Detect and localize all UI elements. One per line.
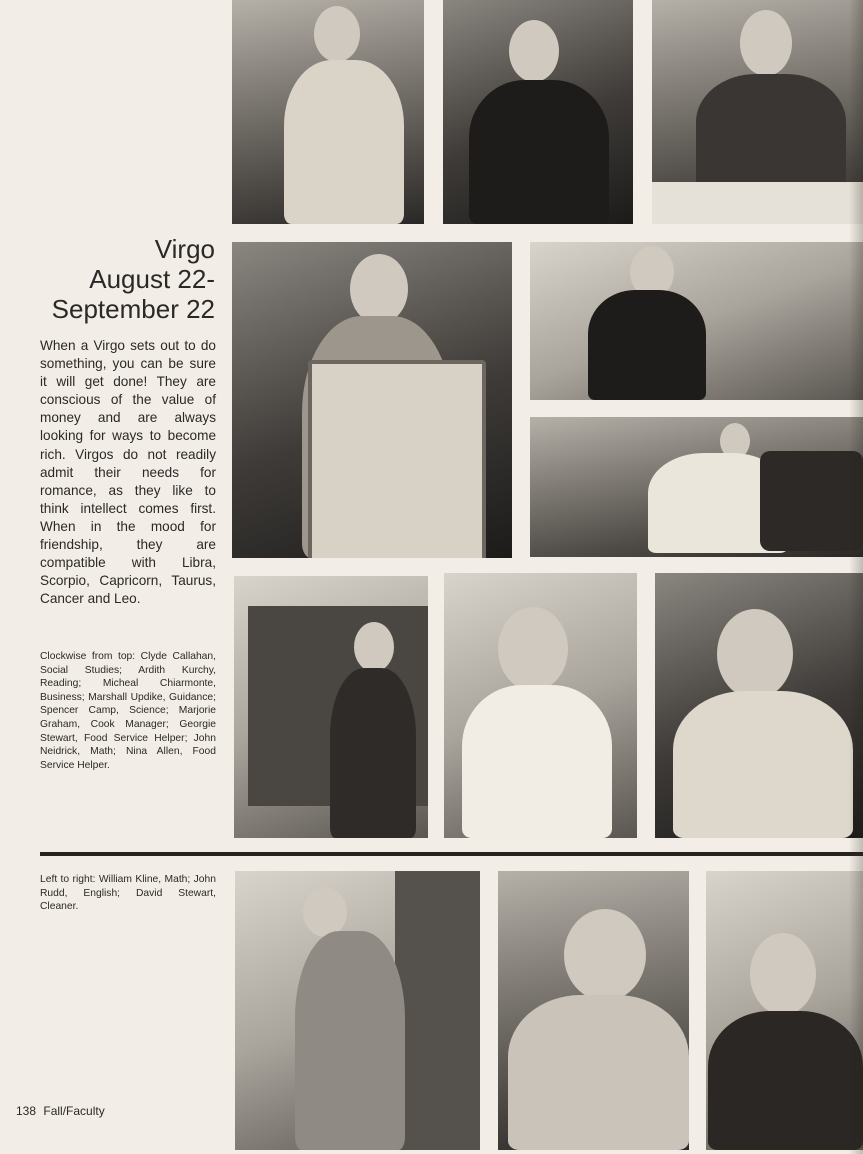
photo-nina-allen (655, 573, 863, 838)
photo-georgie-stewart (444, 573, 637, 838)
figure-shape (330, 668, 416, 838)
sign-title: Virgo (154, 234, 215, 264)
photo-micheal-chiarmonte (652, 0, 863, 224)
photo-john-rudd (498, 871, 689, 1150)
figure-shape (284, 60, 404, 224)
page-number: 138 (16, 1104, 37, 1118)
sofa-shape (760, 451, 863, 551)
face-icon (509, 20, 559, 82)
figure-shape (508, 995, 689, 1150)
face-icon (498, 607, 568, 691)
horoscope-description: When a Virgo sets out to do something, you can be sure it will get done! They are conscious of the value of money and are always looking for ways to become rich. Virgos do not readily admit their needs for romance, as they like to think intellect comes first. When in the mood for friendship, they are compatible with Libra, Scorpio, Capricorn, Taurus, Cancer and Leo. (40, 338, 216, 607)
face-icon (303, 887, 347, 937)
photo-marjorie-graham (232, 242, 512, 558)
page-footer (16, 1104, 105, 1118)
figure-shape (673, 691, 853, 838)
divider-rule (40, 852, 863, 856)
figure-shape (462, 685, 612, 838)
figure-shape (708, 1011, 863, 1150)
photo-marshall-updike (530, 242, 863, 400)
figure-shape (469, 80, 609, 224)
face-icon (750, 933, 816, 1015)
photo-spencer-camp (530, 417, 863, 557)
section-label: Fall/Faculty (43, 1104, 105, 1118)
photo-john-neidrick (234, 576, 428, 838)
figure-shape (696, 74, 846, 194)
date-range-line2: September 22 (51, 294, 215, 324)
page-gutter-shadow (849, 0, 863, 1154)
baking-pan-shape (308, 360, 486, 558)
face-icon (717, 609, 793, 699)
face-icon (354, 622, 394, 672)
caption-upper: Clockwise from top: Clyde Callahan, Social Studies; Ardith Kurchy, Reading; Micheal Chiarmonte, Business; Marshall Updike, Guidance; Spencer Camp, Science; Marjorie Graham, Cook Manager; Georgie Stewart, Food Service Helper; John Neidrick, Math; Nina Allen, Food Service Helper. (40, 651, 216, 771)
photo-david-stewart (706, 871, 863, 1150)
photo-william-kline (235, 871, 480, 1150)
photo-ardith-kurchy (443, 0, 633, 224)
face-icon (740, 10, 792, 76)
figure-shape (295, 931, 405, 1150)
photo-clyde-callahan (232, 0, 424, 224)
date-range-line1: August 22- (89, 264, 215, 294)
caption-lower: Left to right: William Kline, Math; John Rudd, English; David Stewart, Cleaner. (40, 874, 216, 913)
wall-shape (395, 871, 480, 1150)
face-icon (564, 909, 646, 1001)
face-icon (314, 6, 360, 62)
face-icon (350, 254, 408, 324)
desk-shape (652, 182, 863, 224)
figure-shape (588, 290, 706, 400)
